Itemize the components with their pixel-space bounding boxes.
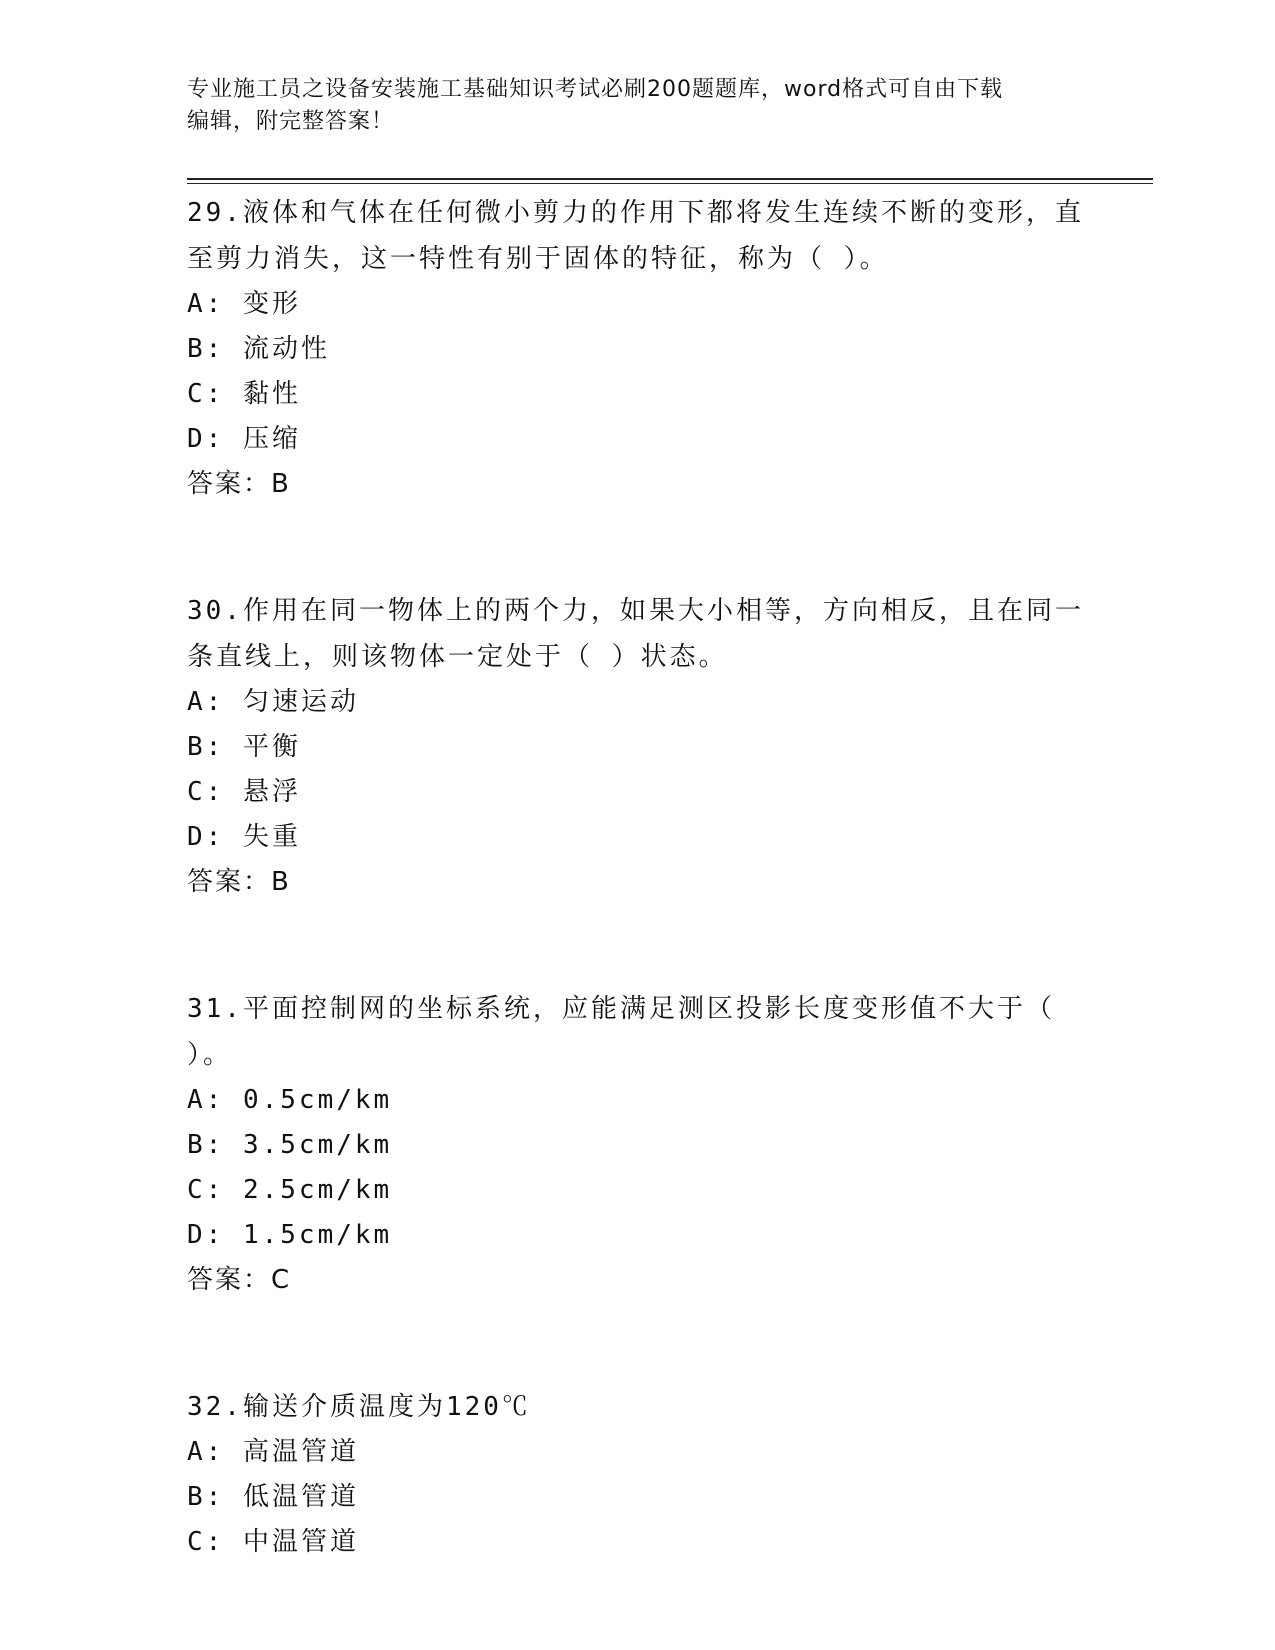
option-a: A: 0.5cm/km bbox=[187, 1085, 393, 1115]
option-c: C: 黏性 bbox=[187, 379, 301, 409]
question-stem bbox=[187, 1384, 1087, 1430]
question-32 bbox=[187, 1384, 1087, 1565]
option-d: D: 1.5cm/km bbox=[187, 1220, 393, 1250]
option-a: A: 匀速运动 bbox=[187, 687, 359, 717]
question-31 bbox=[187, 986, 1087, 1302]
question-stem-line: 30.作用在同一物体上的两个力，如果大小相等，方向相反，且在同一 bbox=[187, 596, 1084, 626]
question-list bbox=[187, 190, 1087, 1565]
question-29 bbox=[187, 190, 1087, 506]
header-divider-thick bbox=[187, 178, 1153, 180]
option-b: B: 3.5cm/km bbox=[187, 1130, 393, 1160]
header-divider-thin bbox=[187, 183, 1153, 184]
question-stem-line: 31.平面控制网的坐标系统，应能满足测区投影长度变形值不大于（ bbox=[187, 994, 1055, 1024]
option-c: C: 悬浮 bbox=[187, 777, 301, 807]
question-stem bbox=[187, 986, 1087, 1078]
option-c: C: 中温管道 bbox=[187, 1527, 359, 1557]
question-stem-line: 32.输送介质温度为120℃ bbox=[187, 1392, 531, 1422]
option-b: B: 低温管道 bbox=[187, 1482, 359, 1512]
option-c: C: 2.5cm/km bbox=[187, 1175, 393, 1205]
document-header bbox=[187, 74, 1067, 138]
option-d: D: 失重 bbox=[187, 822, 301, 852]
option-a: A: 高温管道 bbox=[187, 1437, 359, 1467]
question-stem bbox=[187, 190, 1087, 282]
option-b: B: 平衡 bbox=[187, 732, 301, 762]
question-stem-line: 至剪力消失，这一特性有别于固体的特征，称为（ ）。 bbox=[187, 244, 889, 274]
question-stem-line: 29.液体和气体在任何微小剪力的作用下都将发生连续不断的变形，直 bbox=[187, 198, 1084, 228]
header-title-line-1: 专业施工员之设备安装施工基础知识考试必刷200题题库，word格式可自由下载 bbox=[187, 77, 1004, 102]
option-b: B: 流动性 bbox=[187, 334, 330, 364]
answer-line: 答案：B bbox=[187, 469, 291, 499]
answer-line: 答案：C bbox=[187, 1265, 292, 1295]
question-30 bbox=[187, 588, 1087, 904]
option-a: A: 变形 bbox=[187, 289, 301, 319]
question-stem-line: 条直线上，则该物体一定处于（ ）状态。 bbox=[187, 642, 728, 672]
header-title-line-2: 编辑，附完整答案！ bbox=[187, 109, 395, 134]
question-stem bbox=[187, 588, 1087, 680]
answer-line: 答案：B bbox=[187, 867, 291, 897]
question-stem-line: ）。 bbox=[187, 1040, 233, 1070]
option-d: D: 压缩 bbox=[187, 424, 301, 454]
